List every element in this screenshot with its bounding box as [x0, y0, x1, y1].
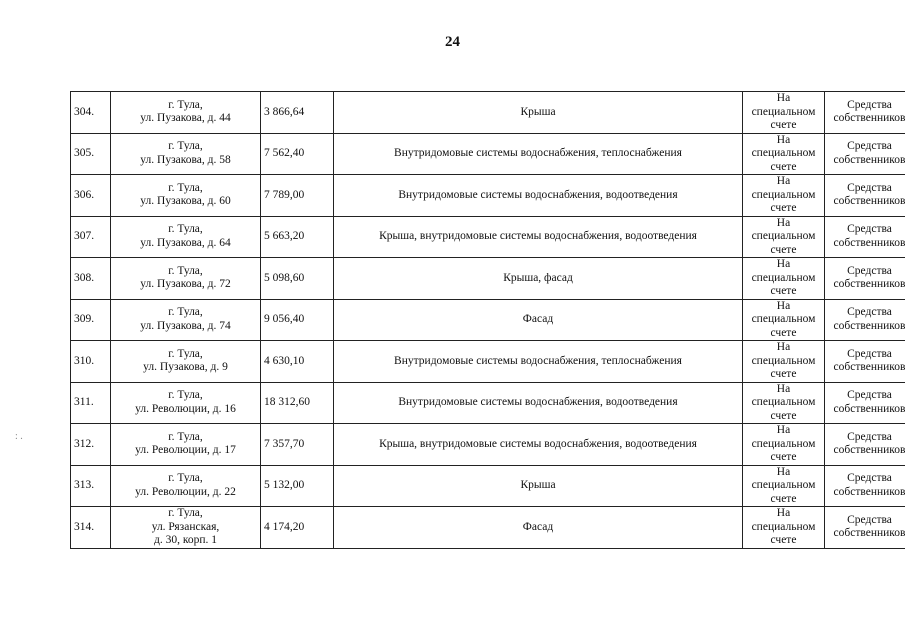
address-line: ул. Пузакова, д. 58 [140, 153, 231, 166]
work-type-cell: Крыша, фасад [334, 258, 743, 300]
address-line: ул. Пузакова, д. 64 [140, 236, 231, 249]
fund-account-cell [743, 507, 825, 549]
work-type-cell: Крыша [334, 465, 743, 507]
fund-account-line: На [776, 216, 791, 229]
address-cell [111, 92, 261, 134]
page-number: 24 [445, 34, 460, 50]
address-cell [111, 216, 261, 258]
funding-source-line: Средства [847, 181, 892, 194]
address-cell [111, 175, 261, 217]
table-row [71, 382, 905, 424]
funding-source-cell [825, 216, 905, 258]
address-cell [111, 341, 261, 383]
address-line: г. Тула, [168, 223, 203, 236]
address-line: г. Тула, [168, 98, 203, 111]
table-row [71, 341, 905, 383]
fund-account-line: специальном [751, 271, 816, 284]
address-cell [111, 507, 261, 549]
row-number: 306. [71, 175, 111, 217]
row-number: 305. [71, 133, 111, 175]
area-cell: 7 357,70 [261, 424, 334, 466]
address-line: д. 30, корп. 1 [153, 534, 217, 546]
table-row [71, 507, 905, 549]
fund-account-line: специальном [751, 437, 816, 450]
table-row [71, 92, 905, 134]
address-line: г. Тула, [168, 472, 203, 485]
address-line: г. Тула, [168, 389, 203, 402]
address-line: г. Тула, [168, 430, 203, 443]
funding-source-line: Средства [847, 513, 892, 526]
fund-account-line: счете [770, 202, 797, 214]
fund-account-line: На [776, 258, 791, 270]
address-line: ул. Революции, д. 17 [135, 444, 236, 457]
funding-source-cell [825, 299, 905, 341]
area-cell: 3 866,64 [261, 92, 334, 134]
fund-account-line: На [776, 507, 791, 519]
funding-source-cell [825, 258, 905, 300]
table-row [71, 465, 905, 507]
work-type-cell: Внутридомовые системы водоснабжения, теплоснабжения [334, 341, 743, 383]
address-line: г. Тула, [168, 181, 203, 194]
funding-source-line: собственников [833, 361, 905, 374]
work-type-cell: Крыша, внутридомовые системы водоснабжения, водоотведения [334, 216, 743, 258]
row-number: 312. [71, 424, 111, 466]
fund-account-line: счете [770, 326, 797, 339]
fund-account-line: счете [770, 160, 797, 173]
fund-account-cell [743, 92, 825, 134]
address-line: ул. Пузакова, д. 74 [140, 319, 231, 332]
fund-account-line: специальном [751, 105, 816, 118]
row-number: 313. [71, 465, 111, 507]
funding-source-line: собственников [833, 402, 905, 415]
fund-account-cell [743, 216, 825, 258]
fund-account-line: счете [770, 285, 797, 297]
funding-source-line: собственников [833, 112, 905, 125]
funding-source-cell [825, 507, 905, 549]
fund-account-line: На [776, 424, 791, 436]
fund-account-line: На [776, 465, 791, 478]
funding-source-cell [825, 92, 905, 134]
fund-account-line: специальном [751, 147, 816, 159]
fund-account-line: специальном [751, 354, 816, 367]
area-cell: 7 562,40 [261, 133, 334, 175]
area-cell: 9 056,40 [261, 299, 334, 341]
funding-source-cell [825, 341, 905, 383]
funding-source-line: собственников [833, 153, 905, 166]
work-type-cell: Крыша, внутридомовые системы водоснабжения, водоотведения [334, 424, 743, 466]
row-number: 308. [71, 258, 111, 300]
address-cell [111, 382, 261, 424]
address-cell [111, 133, 261, 175]
funding-source-line: Средства [847, 306, 892, 319]
funding-source-line: Средства [847, 264, 892, 277]
row-number: 309. [71, 299, 111, 341]
table-body [71, 92, 905, 549]
work-type-cell: Внутридомовые системы водоснабжения, водоотведения [334, 175, 743, 217]
row-number: 307. [71, 216, 111, 258]
address-line: г. Тула, [168, 140, 203, 153]
fund-account-line: На [776, 299, 791, 312]
address-line: ул. Пузакова, д. 9 [143, 361, 228, 374]
funding-source-line: Средства [847, 140, 892, 153]
fund-account-line: На [776, 133, 791, 146]
funding-source-cell [825, 465, 905, 507]
work-type-cell: Фасад [334, 507, 743, 549]
address-line: ул. Революции, д. 22 [135, 485, 236, 498]
fund-account-cell [743, 175, 825, 217]
fund-account-line: счете [770, 451, 797, 463]
funding-source-cell [825, 424, 905, 466]
repair-works-table [70, 91, 905, 549]
table-row [71, 424, 905, 466]
address-line: г. Тула, [168, 264, 203, 277]
table-row [71, 299, 905, 341]
fund-account-cell [743, 299, 825, 341]
address-line: ул. Революции, д. 16 [135, 402, 236, 415]
fund-account-line: На [776, 341, 791, 353]
funding-source-line: Средства [847, 389, 892, 402]
area-cell: 4 174,20 [261, 507, 334, 549]
funding-source-line: Средства [847, 430, 892, 443]
funding-source-line: собственников [833, 444, 905, 457]
fund-account-line: специальном [751, 520, 816, 533]
fund-account-line: счете [770, 119, 797, 131]
fund-account-line: счете [770, 534, 797, 546]
fund-account-cell [743, 258, 825, 300]
scan-artifact-mark: : . [15, 431, 23, 442]
row-number: 311. [71, 382, 111, 424]
area-cell: 5 132,00 [261, 465, 334, 507]
area-cell: 4 630,10 [261, 341, 334, 383]
row-number: 310. [71, 341, 111, 383]
funding-source-cell [825, 175, 905, 217]
work-type-cell: Фасад [334, 299, 743, 341]
fund-account-line: На [776, 92, 791, 104]
table-row [71, 175, 905, 217]
area-cell: 5 098,60 [261, 258, 334, 300]
funding-source-line: собственников [833, 527, 905, 540]
funding-source-line: Средства [847, 223, 892, 236]
work-type-cell: Внутридомовые системы водоснабжения, теплоснабжения [334, 133, 743, 175]
funding-source-line: собственников [833, 319, 905, 332]
area-cell: 18 312,60 [261, 382, 334, 424]
row-number: 304. [71, 92, 111, 134]
funding-source-cell [825, 133, 905, 175]
funding-source-line: Средства [847, 98, 892, 111]
fund-account-line: специальном [751, 396, 816, 408]
fund-account-line: специальном [751, 188, 816, 201]
area-cell: 7 789,00 [261, 175, 334, 217]
fund-account-line: счете [770, 492, 797, 505]
fund-account-line: счете [770, 409, 797, 422]
table-row [71, 258, 905, 300]
address-line: ул. Пузакова, д. 44 [140, 112, 231, 125]
funding-source-line: собственников [833, 195, 905, 208]
row-number: 314. [71, 507, 111, 549]
fund-account-line: На [776, 382, 791, 395]
fund-account-line: специальном [751, 479, 816, 491]
fund-account-cell [743, 133, 825, 175]
address-line: г. Тула, [168, 347, 203, 360]
address-cell [111, 465, 261, 507]
funding-source-line: собственников [833, 236, 905, 249]
address-line: ул. Пузакова, д. 72 [140, 278, 231, 291]
fund-account-cell [743, 424, 825, 466]
address-cell [111, 299, 261, 341]
funding-source-cell [825, 382, 905, 424]
table-row [71, 133, 905, 175]
funding-source-line: собственников [833, 278, 905, 291]
table-row [71, 216, 905, 258]
funding-source-line: Средства [847, 347, 892, 360]
funding-source-line: собственников [833, 485, 905, 498]
work-type-cell: Крыша [334, 92, 743, 134]
fund-account-line: специальном [751, 313, 816, 325]
address-line: г. Тула, [168, 507, 203, 519]
fund-account-cell [743, 341, 825, 383]
funding-source-line: Средства [847, 472, 892, 485]
address-cell [111, 258, 261, 300]
fund-account-line: специальном [751, 230, 816, 242]
address-line: ул. Пузакова, д. 60 [140, 195, 231, 208]
address-line: ул. Рязанская, [151, 520, 220, 533]
work-type-cell: Внутридомовые системы водоснабжения, водоотведения [334, 382, 743, 424]
address-cell [111, 424, 261, 466]
fund-account-line: счете [770, 368, 797, 380]
fund-account-cell [743, 465, 825, 507]
fund-account-cell [743, 382, 825, 424]
fund-account-line: На [776, 175, 791, 187]
area-cell: 5 663,20 [261, 216, 334, 258]
address-line: г. Тула, [168, 306, 203, 319]
fund-account-line: счете [770, 243, 797, 256]
